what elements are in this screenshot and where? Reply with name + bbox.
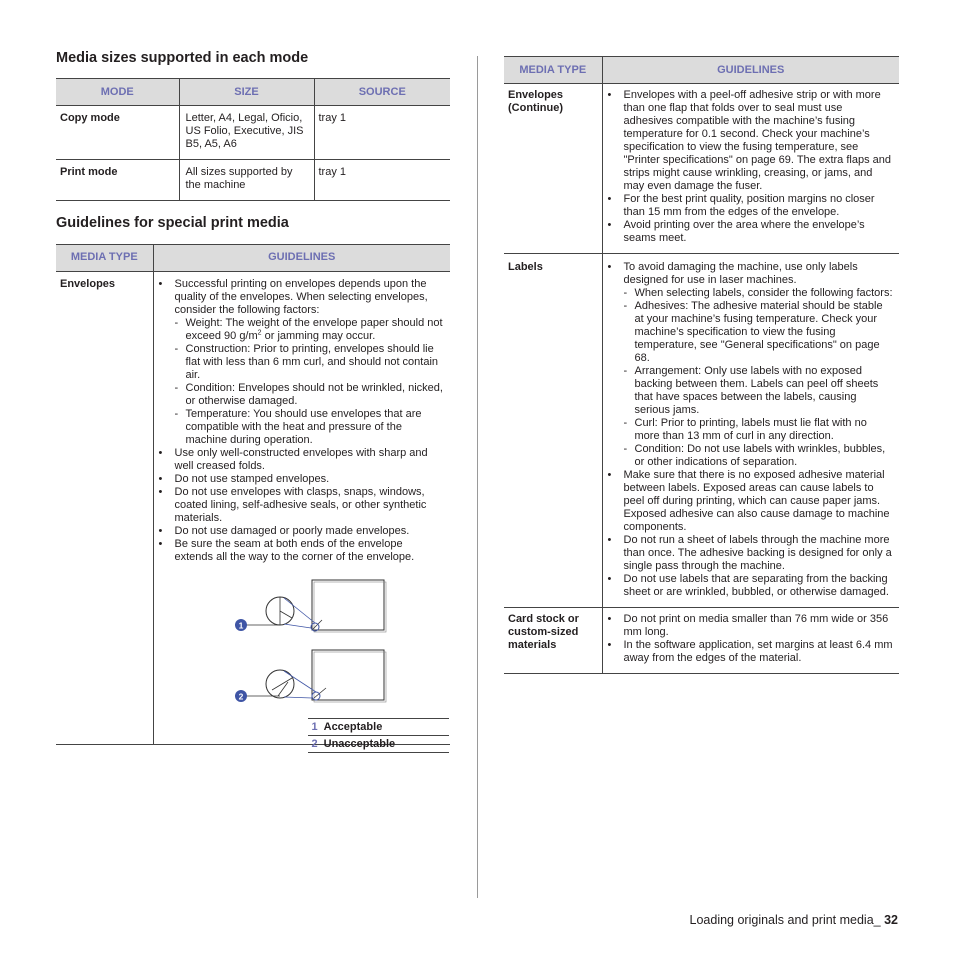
header-media-type: MEDIA TYPE [56, 244, 153, 271]
row-source: tray 1 [314, 106, 450, 160]
list-item: • Do not run a sheet of labels through the machine more than once. The adhesive backing is designed for only a single pass through the machine. [607, 534, 894, 573]
table-row [56, 160, 450, 201]
list-item: • Avoid printing over the area where the envelope’s seams meet. [607, 219, 894, 245]
envelope-guidelines [153, 271, 450, 750]
acceptable-envelope-illustration [235, 580, 386, 632]
page-footer [690, 913, 898, 927]
list-item: • Do not use damaged or poorly made envelopes. [158, 525, 445, 538]
legend-row-acceptable: 1 Acceptable [308, 718, 449, 735]
table-row [56, 106, 450, 160]
row-size: All sizes supported by the machine [179, 160, 314, 201]
column-divider [477, 56, 478, 898]
list-item: - Curl: Prior to printing, labels must lie flat with no more than 13 mm of curl in any direction. [624, 417, 894, 443]
table-row [504, 84, 899, 254]
envelope-continue-guidelines [602, 84, 899, 254]
table-header-row [56, 244, 450, 271]
list-item: • Do not use labels that are separating from the backing sheet or are wrinkled, bubbled, or otherwise damaged. [607, 573, 894, 599]
envelope-seam-illustration [158, 578, 448, 718]
list-item: • Envelopes with a peel-off adhesive strip or with more than one flap that folds over to seal must use adhesives compatible with the machine’s fusing temperature for 0.1 second. Check your machine’s specification to view the fusing temperature, see "Printer specifications" on page 69. The extra flaps and strips might cause wrinkling, creasing, or jams, and may even damage the fuser. [607, 89, 894, 193]
list-item: • For the best print quality, position margins no closer than 15 mm from the edges of the envelope. [607, 193, 894, 219]
media-type-card-stock: Card stock or custom-sized materials [504, 608, 602, 674]
footer-text: Loading originals and print media_ [689, 913, 885, 927]
list-item: - When selecting labels, consider the following factors: [624, 287, 894, 300]
table-header-row [504, 57, 899, 84]
callout-2-label: 2 [238, 691, 243, 702]
guidelines-table [56, 244, 450, 750]
list-item: - Adhesives: The adhesive material should be stable at your machine’s fusing temperature. Check your machine’s specification to view the fusing temperature, see "General specifications" on page 68. [624, 300, 894, 365]
list-item: - Condition: Envelopes should not be wrinkled, nicked, or otherwise damaged. [175, 382, 445, 408]
card-stock-guidelines [602, 608, 899, 674]
header-media-type: MEDIA TYPE [504, 57, 602, 84]
table-row [504, 254, 899, 608]
table-row [56, 271, 450, 744]
list-item: • Do not use envelopes with clasps, snaps, windows, coated lining, self-adhesive seals, or other synthetic materials. [158, 486, 445, 525]
list-item: - Arrangement: Only use labels with no exposed backing between them. Labels can peel off sheets that have spaces between the labels, causing serious jams. [624, 365, 894, 417]
list-item: • Do not use stamped envelopes. [158, 473, 445, 486]
media-sizes-table [56, 78, 450, 201]
list-item: • Use only well-constructed envelopes with sharp and well creased folds. [158, 447, 445, 473]
guidelines-table-continued [504, 56, 899, 674]
unacceptable-envelope-illustration [235, 650, 386, 702]
header-source: SOURCE [314, 79, 450, 106]
list-item: - Temperature: You should use envelopes that are compatible with the heat and pressure of the machine during operation. [175, 408, 445, 447]
page-number: 32 [884, 913, 898, 927]
legend-row-unacceptable: 2 Unacceptable [308, 735, 449, 753]
row-size: Letter, A4, Legal, Oficio, US Folio, Executive, JIS B5, A5, A6 [179, 106, 314, 160]
media-sizes-title: Media sizes supported in each mode [56, 50, 309, 66]
labels-guidelines [602, 254, 899, 608]
table-header-row [56, 79, 450, 106]
row-source: tray 1 [314, 160, 450, 201]
envelope-seam-figure [158, 578, 445, 750]
row-mode: Print mode [56, 160, 179, 201]
list-item: • Make sure that there is no exposed adhesive material between labels. Exposed areas can cause labels to peel off during printing, which can cause paper jams. Exposed adhesive can also cause damage to machine components. [607, 469, 894, 534]
list-item: • Do not print on media smaller than 76 mm wide or 356 mm long. [607, 613, 894, 639]
list-item: • To avoid damaging the machine, use only labels designed for use in laser machines. - When selecting labels, consider the following factors: - Adhesives: The adhesive material should be stable at your machine’s fusing temperature. Check your machine’s specification to view the fusing temperature, see "General specifications" on page 68. - Arrangement: Only use labels with no exposed backing between them. Labels can peel off sheets that have spaces between the labels, causing serious jams. - Curl: Prior to printing, labels must lie flat with no more than 13 mm of curl in any direction. - Condition: Do not use labels with wrinkles, bubbles, or other indications of separation. [607, 261, 894, 469]
list-item: • Be sure the seam at both ends of the envelope extends all the way to the corner of the envelope. [158, 538, 445, 564]
guidelines-title: Guidelines for special print media [56, 215, 289, 232]
table-row [504, 608, 899, 674]
media-type-labels: Labels [504, 254, 602, 608]
left-column [56, 50, 450, 750]
header-mode: MODE [56, 79, 179, 106]
list-item: - Weight: The weight of the envelope paper should not exceed 90 $g/m^2$ or jamming may occur. [175, 317, 445, 343]
list-item: • Successful printing on envelopes depends upon the quality of the envelopes. When selecting envelopes, consider the following factors: - Weight: The weight of the envelope paper should not exceed 90 $g/m^2$ or jamming may occur. - Construction: Prior to printing, envelopes should lie flat with less than 6 mm curl, and should not contain air. - Condition: Envelopes should not be wrinkled, nicked, or otherwise damaged. - Temperature: You should use envelopes that are compatible with the heat and pressure of the machine during operation. [158, 278, 445, 447]
list-item: - Condition: Do not use labels with wrinkles, bubbles, or other indications of separation. [624, 443, 894, 469]
header-guidelines: GUIDELINES [602, 57, 899, 84]
header-guidelines: GUIDELINES [153, 244, 450, 271]
figure-legend [308, 718, 449, 753]
list-item: - Construction: Prior to printing, envelopes should lie flat with less than 6 mm curl, and should not contain air. [175, 343, 445, 382]
media-type-envelopes-continue: Envelopes (Continue) [504, 84, 602, 254]
right-column [504, 56, 899, 674]
header-size: SIZE [179, 79, 314, 106]
media-type-envelopes: Envelopes [56, 271, 153, 744]
callout-1-label: 1 [238, 620, 243, 631]
list-item: • In the software application, set margins at least 6.4 mm away from the edges of the material. [607, 639, 894, 665]
row-mode: Copy mode [56, 106, 179, 160]
